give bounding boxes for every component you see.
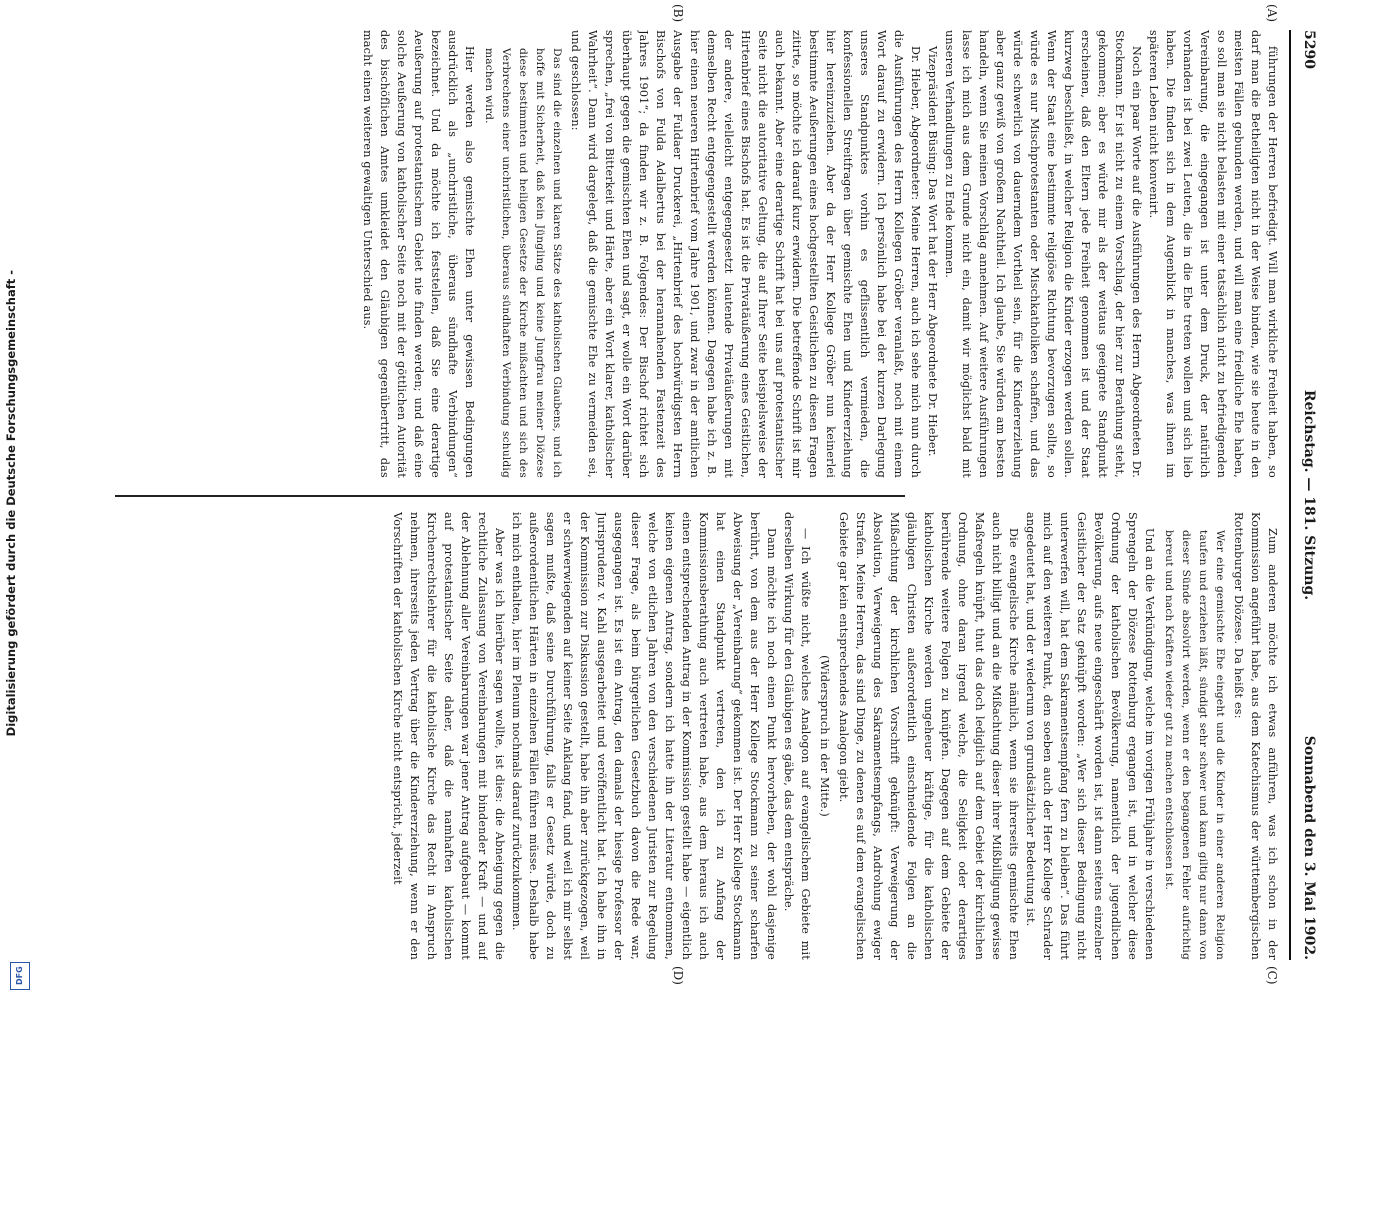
margin-mark-a: (A) xyxy=(1265,4,1279,23)
margin-mark-b: (B) xyxy=(671,4,685,23)
left-column xyxy=(96,30,1281,478)
session-date: Sonnabend den 3. Mai 1902. xyxy=(1301,735,1317,960)
footer-credit: Digitalisierung gefördert durch die Deutsche Forschungsgemeinschaft - xyxy=(4,270,18,737)
paragraph: Vizepräsident Büsing: Das Wort hat der Herr Abgeordnete Dr. Hieber. xyxy=(926,46,939,457)
paragraph: — Ich wüßte nicht, welches Analogon auf evangelischem Gebiete mit derselben Wirkung für den Gläubigen es gäbe, das dem entspräche. xyxy=(782,512,812,960)
page-number: 5290 xyxy=(1301,30,1317,69)
digitization-footer xyxy=(4,0,34,1000)
newspaper-page xyxy=(90,4,1325,985)
quotation: Wer eine gemischte Ehe eingeht und die Kinder in einer anderen Religion taufen und erziehen läßt, sündigt sehr schwer und kann giltig nur dann von dieser Sünde absolvirt werden, wenn er den begangenen Fehler aufrichtig bereut und nach Kräften wieder gut zu machen entschlossen ist. xyxy=(1163,530,1226,960)
paragraph: Hier werden also gemischte Ehen unter gewissen Bedingungen ausdrücklich als „unchristliche, überaus sündhafte Verbindungen“ bezeichnet. Und da möchte ich feststellen, daß Sie eine derartige Aeußerung auf protestantischem Gebiet nie finden werden; und daß eine solche Aeußerung von katholischer Seite noch mit der göttlichen Autorität des bischöflichen Amtes umkleidet den Gläubigen gegenübertritt, das macht einen weiteren gewaltigen Unterschied aus. xyxy=(361,30,476,478)
dfg-logo-icon: DFG xyxy=(10,962,30,990)
page-header xyxy=(1291,30,1325,960)
margin-mark-c: (C) xyxy=(1265,966,1279,985)
paragraph: Zum anderen möchte ich etwas anführen, was ich schon in der Kommission angeführt habe, aus dem Katechismus der württembergischen Rottenburger Diözese. Da heißt es: xyxy=(1232,512,1279,960)
session-title: Reichstag. — 181. Sitzung. xyxy=(1301,389,1317,601)
paragraph: Dann möchte ich noch einen Punkt hervorheben, der wohl dasjenige berührt, von dem aus der Herr Kollege Stockmann zu seiner scharfen Abweisung der „Vereinbarung“ gekommen ist. Der Herr Kollege Stockmann hat einen Standpunkt vertreten, den ich zu Anfang der Kommissionsberathung auch vertreten habe, aus dem heraus ich auch einen entsprechenden Antrag in der Kommission gestellt habe — eigentlich keinen eigenen Antrag, sondern ich hatte ihn der Literatur entnommen, welche von etlichen Jahren von den verschiedenen Juristen zur Regelung dieser Frage, als beim bürgerlichen Gesetzbuch davon die Rede war, ausgegangen ist. Es ist ein Antrag, den damals der hiesige Professor der Jurisprudenz v. Kahl ausgearbeitet und veröffentlicht hat. Ich habe ihn in der Kommission zur Diskussion gestellt, habe ihn aber zurückgezogen, weil er schwerwiegenden auf keiner Seite Anklang fand, und weil ich mir selbst sagen mußte, daß seine Durchführung, falls er Gesetz würde, doch zu außerordentlichen Härten in einzelnen Fällen führen müsse. Deshalb habe ich mich enthalten, hier im Plenum nochmals darauf zurückzukommen. xyxy=(510,512,778,960)
paragraph: Und an die Verkündigung, welche im vorigen Frühjahre in verschiedenen Sprengeln der Diözese Rottenburg ergangen ist, und in welcher diese Ordnung der katholischen Bevölkerung, namentlich der jugendlichen Bevölkerung, aufs neue eingeschärft worden ist, ist dann seitens einzelner Geistlicher der Satz geknüpft worden: „Wer sich dieser Bedingung nicht unterwerfen will, hat dem Sakramentsempfang fern zu bleiben“. Das führt mich auf den weiteren Punkt, den soeben auch der Herr Kollege Schrader angedeutet hat, und der wiederum von grundsätzlicher Bedeutung ist. xyxy=(1024,512,1156,960)
paragraph: Aber was ich hierüber sagen wollte, ist dies: die Abneigung gegen die rechtliche Zulassung von Vereinbarungen mit bindender Kraft — und auf der Ablehnung aller Vereinbarungen war jener Antrag aufgebaut — kommt auf protestantischer Seite daher, daß die namhaften katholischen Kirchenrechtslehrer für die katholische Kirche das Recht in Anspruch nehmen, ihrerseits jeden Vertrag über die Kindererziehung, wenn er den Vorschriften der katholischen Kirche nicht entspricht, jederzeit xyxy=(391,512,506,960)
header-rule xyxy=(1289,30,1291,960)
interjection: (Widerspruch in der Mitte.) xyxy=(818,655,831,817)
paragraph: führungen der Herren befriedigt. Will man wirkliche Freiheit haben, so darf man die Betheiligten nicht in der Weise binden, wie sie heute in den meisten Fällen gebunden werden, und will man eine friedliche Ehe haben, so soll man sie nicht belasten mit einer tatsächlich nicht zu befriedigenden Vereinbarung, die eingegangen ist unter dem Druck, der natürlich vorhanden ist bei zwei Leuten, die in die Ehe treten wollen und sich lieb haben. Die finden sich in dem Augenblick in manches, was ihnen im späteren Leben nicht konvenirt. xyxy=(1147,30,1279,478)
paragraph: Dr. Hieber, Abgeordneter: Meine Herren, auch ich sehe mich nun durch die Ausführungen des Herrn Kollegen Gröber veranlaßt, noch mit einem Wort darauf zu erwidern. Ich persönlich habe bei der kurzen Darlegung unseres Standpunktes vorhin es geflissentlich vermieden, die konfessionellen Streitfragen über gemischte Ehen und Kindererziehung hier hereinzuziehen. Aber da der Herr Kollege Gröber nun keinerlei bestimmte Aeußerungen eines hochgestellten Geistlichen zu diesen Fragen zitirte, so möchte ich darauf kurz erwidern. Die betreffende Schrift ist mir auch bekannt. Aber eine derartige Schrift hat bei uns auf protestantischer Seite nicht die autoritative Geltung, die auf Ihrer Seite beispielsweise der Hirtenbrief eines Bischofs hat. Es ist die Privatäußerung eines Geistlichen, der andere, vielleicht entgegengesetzt lautende Privatäußerungen mit demselben Recht entgegengestellt werden können. Dagegen habe ich z. B. hier einen neueren Hirtenbrief vom Jahre 1901, und zwar in der amtlichen Ausgabe der Fuldaer Druckerei, „Hirtenbrief des hochwürdigsten Herrn Bischofs von Fulda Adalbertus bei der herannahenden Fastenzeit des Jahres 1901“; da finden wir z. B. Folgendes: Der Bischof richtet sich überhaupt gegen die gemischten Ehen und sagt, er wolle ein Wort darüber sprechen, „frei von Bitterkeit und Härte, aber ein Wort klarer, katholischer Wahrheit“. Dann wird dargelegt, daß die gemischte Ehe zu vermeiden sei, und geschlossen: xyxy=(569,30,922,478)
quotation: Das sind die einzelnen und klaren Sätze des katholischen Glaubens, und ich hoffe mit Sicherheit, daß kein Jüngling und keine Jungfrau meiner Diözese diese bestimmten und heiligen Gesetze der Kirche mißachten und sich des Verbrechens einer unchristlichen, überaus sündhaften Verbindung schuldig machen wird. xyxy=(483,48,563,478)
margin-mark-d: (D) xyxy=(671,966,685,985)
right-column xyxy=(96,512,1281,960)
paragraph: Noch ein paar Worte auf die Ausführungen des Herrn Abgeordneten Dr. Stockmann. Er ist nicht zu einem Vorschlag, der hier zur Berathung steht, gekommen; aber es würde mir als der weitaus geeignete Standpunkt erscheinen, daß den Eltern jede Freiheit genommen ist und der Staat kurzweg beschließt, in welcher Religion die Kinder erzogen werden sollen. Wenn der Staat eine bestimmte religiöse Richtung bevorzugen sollte, so würde es nur Mischprotestanten oder Mischkatholiken schaffen, und das würde schwerlich von dauerndem Vortheil sein, für die Kindererziehung aber ganz gewiß von großem Nachtheil. Ich glaube, Sie würden am besten handeln, wenn Sie meinen Vorschlag annehmen. Auf weitere Ausführungen lasse ich mich aus dem Grunde nicht ein, damit wir möglichst bald mit unseren Verhandlungen zu Ende kommen. xyxy=(943,30,1143,478)
column-divider xyxy=(115,495,905,497)
paragraph: Die evangelische Kirche nämlich, wenn sie ihrerseits gemischte Ehen auch nicht billigt und an die Mißachtung dieser ihrer Mißbilligung gewisse Maßregeln knüpft, thut das doch lediglich auf dem Gebiet der kirchlichen Ordnung, ohne daran irgend welche, die Seligkeit oder derartiges berührende weitere Folgen zu knüpfen. Dagegen auf dem Gebiete der katholischen Kirche werden ungeheuer kräftige, für die katholischen gläubigen Christen außerordentlich einschneidende Folgen an die Mißachtung der kirchlichen Vorschrift geknüpft: Verweigerung der Absolution, Verweigerung des Sakramentsempfangs, Androhung ewiger Strafen. Meine Herren, das sind Dinge, zu denen es auf dem evangelischen Gebiete gar kein entsprechendes Analogon giebt. xyxy=(837,512,1020,960)
